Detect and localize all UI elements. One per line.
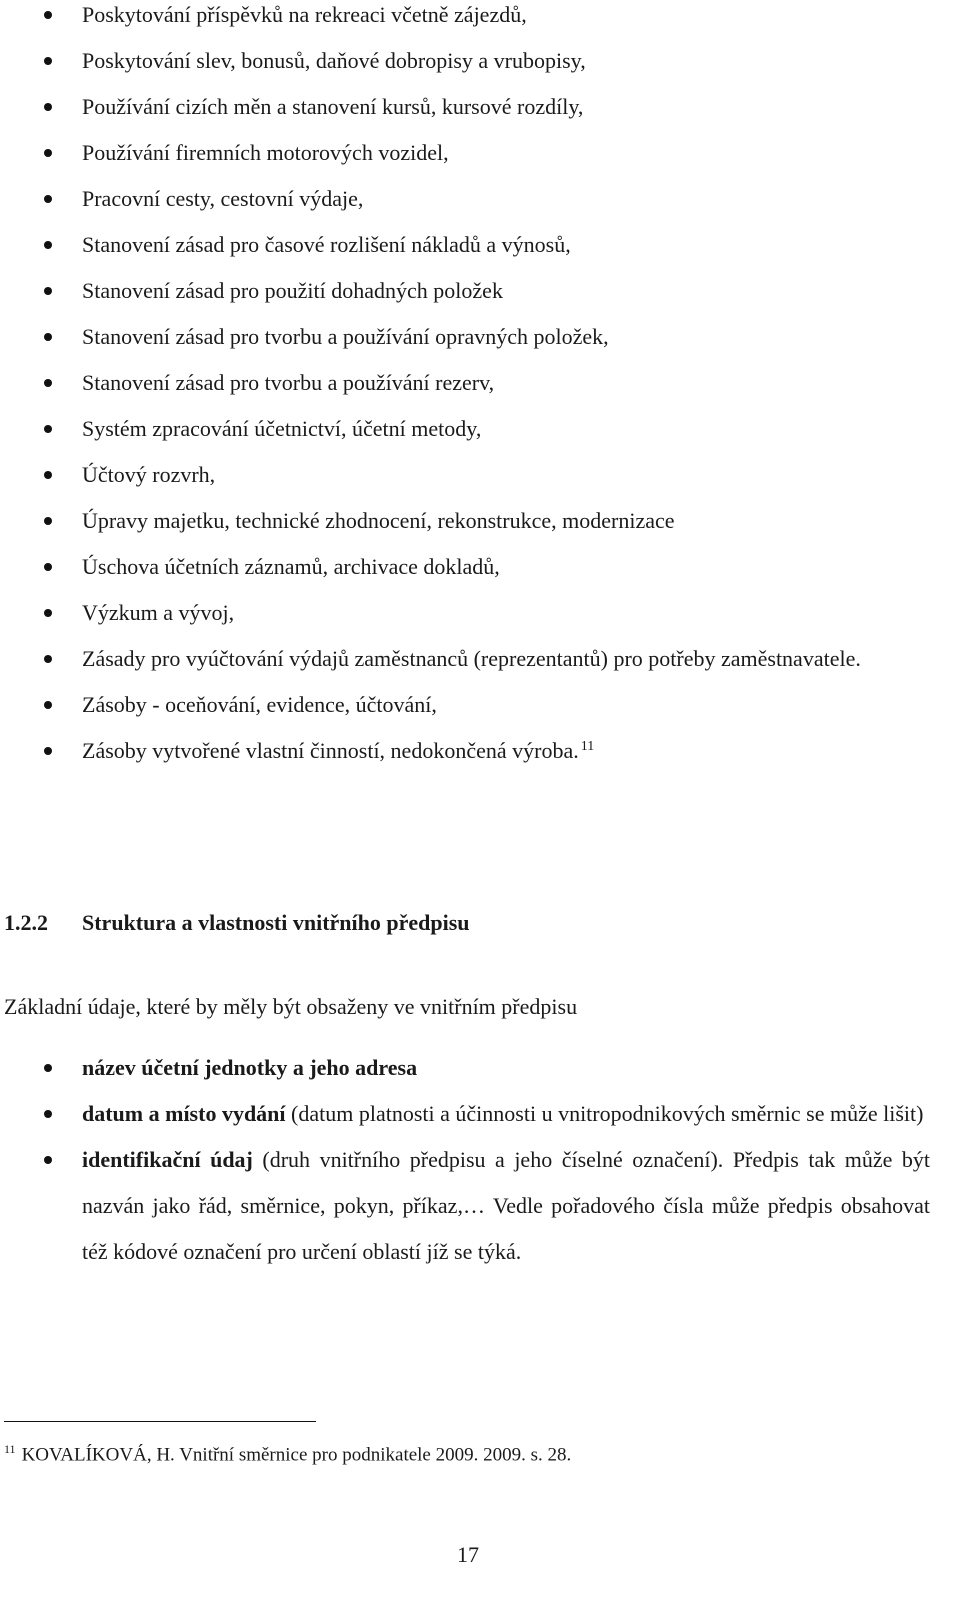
- list-item: Stanovení zásad pro tvorbu a používání rezerv,: [0, 360, 960, 406]
- list-item-text: (datum platnosti a účinnosti u vnitropodnikových směrnic se může lišit): [285, 1101, 924, 1126]
- intro-paragraph: Základní údaje, které by měly být obsaženy ve vnitřním předpisu: [4, 994, 578, 1019]
- list-item: Účtový rozvrh,: [0, 452, 960, 498]
- footnote: [4, 1434, 571, 1470]
- list-item: Stanovení zásad pro časové rozlišení nákladů a výnosů,: [0, 222, 960, 268]
- list-item: [0, 728, 960, 774]
- list-item: Systém zpracování účetnictví, účetní metody,: [0, 406, 960, 452]
- list-item: Úpravy majetku, technické zhodnocení, rekonstrukce, modernizace: [0, 498, 960, 544]
- list-bottom: [0, 1045, 960, 1275]
- page-number: 17: [457, 1542, 479, 1567]
- list-item: Poskytování příspěvků na rekreaci včetně zájezdů,: [0, 0, 960, 38]
- list-item: Zásoby - oceňování, evidence, účtování,: [0, 682, 960, 728]
- footnote-divider: [4, 1421, 316, 1422]
- footnote-text: KOVALÍKOVÁ, H. Vnitřní směrnice pro podnikatele 2009. 2009. s. 28.: [21, 1444, 572, 1466]
- list-item: Zásady pro vyúčtování výdajů zaměstnanců (reprezentantů) pro potřeby zaměstnavatele.: [0, 636, 960, 682]
- list-item-bold: název účetní jednotky a jeho adresa: [82, 1055, 418, 1080]
- section-heading: [4, 906, 470, 940]
- list-item-text: (druh vnitřního předpisu a jeho číselné označení). Předpis tak může být nazván jako řád, směrnice, pokyn, příkaz,… Vedle pořadového čísla může předpis obsahovat též kódové označení pro určení oblastí jíž se týká.: [82, 1147, 930, 1264]
- list-item: Stanovení zásad pro použití dohadných položek: [0, 268, 960, 314]
- list-item: Používání cizích měn a stanovení kursů, kursové rozdíly,: [0, 84, 960, 130]
- list-item: Poskytování slev, bonusů, daňové dobropisy a vrubopisy,: [0, 38, 960, 84]
- list-item: Úschova účetních záznamů, archivace dokladů,: [0, 544, 960, 590]
- section-title: Struktura a vlastnosti vnitřního předpisu: [82, 910, 470, 935]
- footnote-reference[interactable]: 11: [580, 738, 595, 754]
- section-number: 1.2.2: [4, 910, 48, 935]
- list-item-bold: datum a místo vydání: [82, 1101, 286, 1126]
- list-item: Používání firemních motorových vozidel,: [0, 130, 960, 176]
- list-item: [0, 1045, 960, 1091]
- list-item-text: Zásoby vytvořené vlastní činností, nedokončená výroba.: [82, 738, 579, 763]
- list-top: [0, 0, 960, 774]
- list-item: [0, 1091, 960, 1137]
- list-item: Pracovní cesty, cestovní výdaje,: [0, 176, 960, 222]
- footnote-number: 11: [4, 1442, 16, 1456]
- list-item: Stanovení zásad pro tvorbu a používání opravných položek,: [0, 314, 960, 360]
- list-item: Výzkum a vývoj,: [0, 590, 960, 636]
- list-item: [0, 1137, 960, 1275]
- list-item-bold: identifikační údaj: [82, 1147, 253, 1172]
